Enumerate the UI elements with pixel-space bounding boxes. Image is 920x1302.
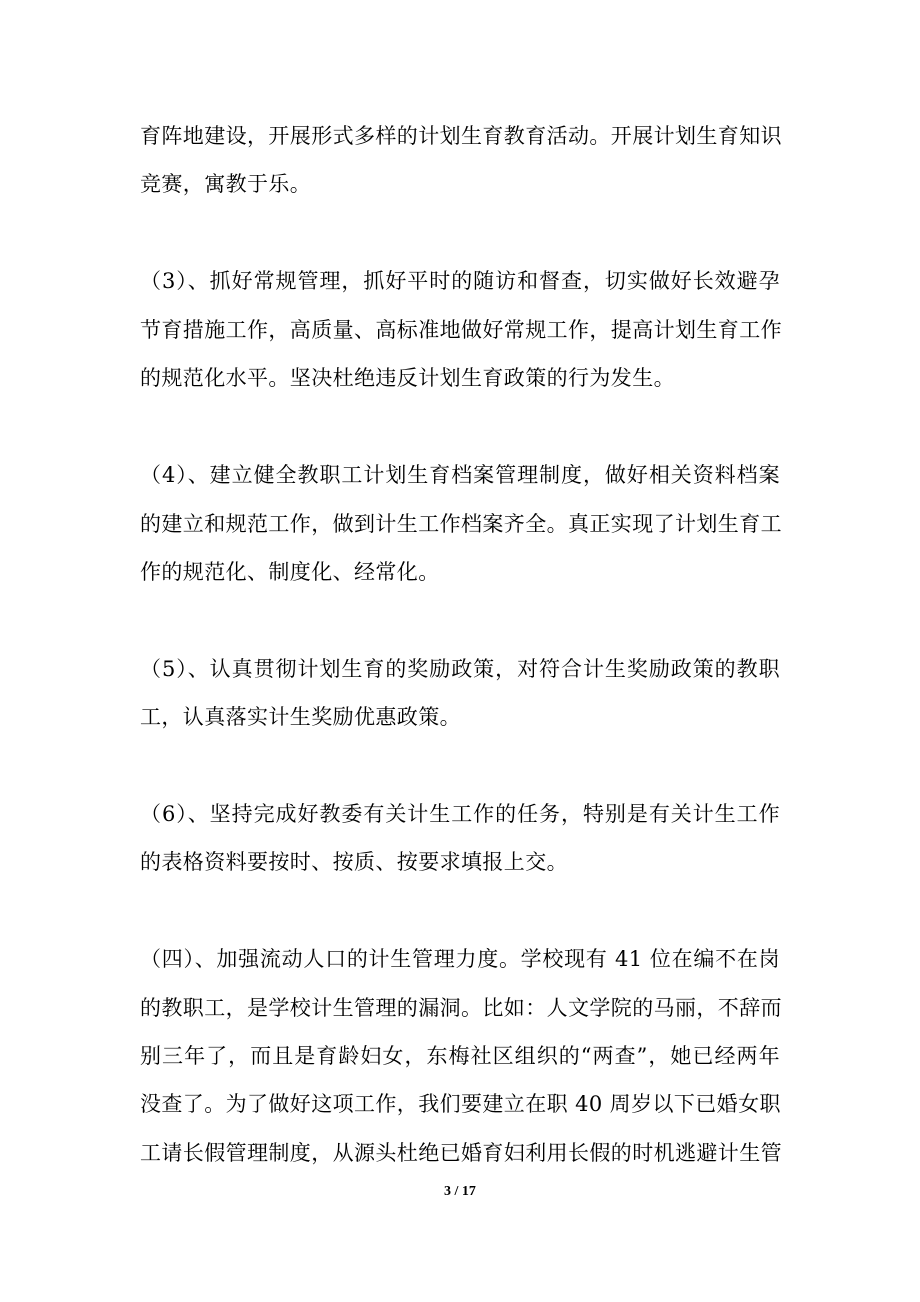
text-line: （3）、抓好常规管理，抓好平时的随访和督查，切实做好长效避孕 [140, 269, 780, 293]
text-line: 的表格资料要按时、按质、按要求填报上交。 [140, 850, 568, 874]
page-number: 3 / 17 [444, 1184, 476, 1199]
text-line: 的建立和规范工作，做到计生工作档案齐全。真正实现了计划生育工 [140, 512, 782, 536]
text-line: 没查了。为了做好这项工作，我们要建立在职 40 周岁以下已婚女职 [140, 1092, 781, 1116]
text-line: 作的规范化、制度化、经常化。 [140, 560, 440, 584]
text-line: （四）、加强流动人口的计生管理力度。学校现有 41 位在编不在岗 [140, 947, 780, 971]
text-line: 育阵地建设，开展形式多样的计划生育教育活动。开展计划生育知识 [140, 124, 782, 148]
text-line: （6）、坚持完成好教委有关计生工作的任务，特别是有关计生工作 [140, 802, 780, 826]
text-line: 的规范化水平。坚决杜绝违反计划生育政策的行为发生。 [140, 366, 675, 390]
text-line: 的教职工，是学校计生管理的漏洞。比如：人文学院的马丽，不辞而 [140, 996, 782, 1020]
text-line: 别三年了，而且是育龄妇女，东梅社区组织的“两查”，她已经两年 [140, 1044, 780, 1068]
text-line: （4）、建立健全教职工计划生育档案管理制度，做好相关资料档案 [140, 463, 780, 487]
text-line: 竞赛，寓教于乐。 [140, 172, 312, 196]
text-line: 工，认真落实计生奖励优惠政策。 [140, 705, 461, 729]
text-line: 节育措施工作，高质量、高标准地做好常规工作，提高计划生育工作 [140, 318, 782, 342]
text-line: （5）、认真贯彻计划生育的奖励政策，对符合计生奖励政策的教职 [140, 657, 780, 681]
text-line: 工请长假管理制度，从源头杜绝已婚育妇利用长假的时机逃避计生管 [140, 1141, 782, 1165]
